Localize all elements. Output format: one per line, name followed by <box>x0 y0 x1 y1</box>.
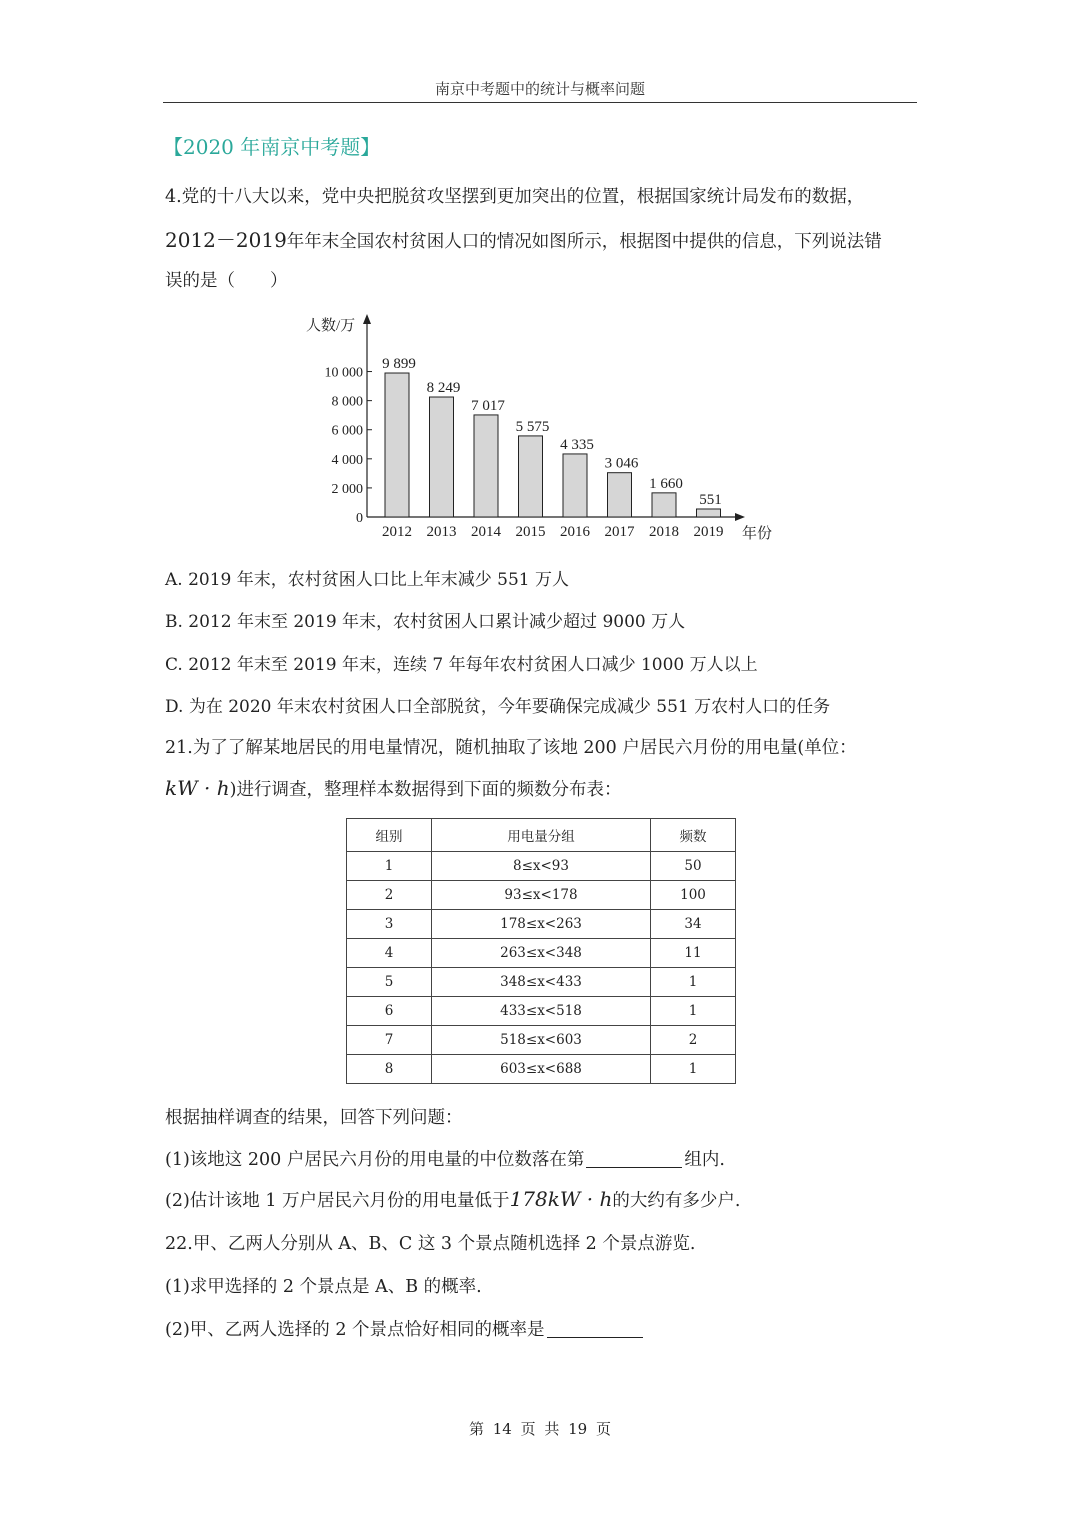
cell-range: 433≤x<518 <box>432 997 651 1026</box>
q21-p2-b: 的大约有多少户. <box>612 1191 741 1211</box>
frequency-table <box>346 818 736 1084</box>
table-row <box>347 852 736 881</box>
q4-line1: 4.党的十八大以来，党中央把脱贫攻坚摆到更加突出的位置，根据国家统计局发布的数据， <box>165 187 865 207</box>
q4-line3: 误的是（ ） <box>165 271 288 291</box>
table-row <box>347 939 736 968</box>
q21-p1-a: (1)该地这 200 户居民六月份的用电量的中位数落在第 <box>165 1150 585 1170</box>
y-axis-label: 人数/万 <box>306 318 356 334</box>
cell-count: 11 <box>651 939 736 968</box>
cell-range: 8≤x<93 <box>432 852 651 881</box>
cell-group: 2 <box>347 881 432 910</box>
q21-line2 <box>165 776 621 801</box>
answer-blank-1[interactable] <box>586 1149 682 1168</box>
table-row <box>347 881 736 910</box>
x-axis-label: 年份 <box>742 526 773 542</box>
bar <box>652 493 676 517</box>
bar-value-label: 7 017 <box>471 397 505 414</box>
table-header-row <box>347 819 736 852</box>
x-tick-label: 2012 <box>382 524 412 540</box>
x-tick-label: 2018 <box>649 524 679 540</box>
x-tick-label: 2019 <box>693 524 724 540</box>
bar <box>563 454 587 517</box>
cell-range: 93≤x<178 <box>432 881 651 910</box>
q21-p2-a: (2)估计该地 1 万户居民六月份的用电量低于 <box>165 1191 510 1211</box>
q4-line2 <box>165 224 882 253</box>
cell-group: 6 <box>347 997 432 1026</box>
bar <box>430 397 454 517</box>
bar <box>519 436 543 517</box>
y-tick-label: 2 000 <box>331 481 363 497</box>
option-d: D. 为在 2020 年末农村贫困人口全部脱贫，今年要确保完成减少 551 万农村人口的任务 <box>165 697 831 717</box>
bar-value-label: 3 046 <box>604 455 639 472</box>
header-title: 南京中考题中的统计与概率问题 <box>434 80 645 98</box>
cell-count: 50 <box>651 852 736 881</box>
x-tick-label: 2017 <box>604 524 635 540</box>
x-tick-label: 2015 <box>515 524 546 540</box>
q22-p1: (1)求甲选择的 2 个景点是 A、B 的概率. <box>165 1277 482 1297</box>
col-header-count: 频数 <box>651 819 736 852</box>
q22-p2 <box>165 1316 645 1341</box>
q21-p2-math: 178kW · h <box>509 1187 613 1211</box>
q21-after: 根据抽样调查的结果，回答下列问题： <box>165 1108 463 1128</box>
bar-value-label: 5 575 <box>515 418 550 435</box>
cell-count: 1 <box>651 968 736 997</box>
bar-value-label: 1 660 <box>649 475 683 492</box>
cell-range: 603≤x<688 <box>432 1055 651 1084</box>
q4-year-range: 2012－2019 <box>165 228 287 252</box>
x-axis-arrow <box>735 513 745 521</box>
option-c: C. 2012 年末至 2019 年末，连续 7 年每年农村贫困人口减少 1000 万人以上 <box>165 655 758 675</box>
cell-group: 4 <box>347 939 432 968</box>
q21-unit: kW · h <box>165 776 230 800</box>
cell-count: 100 <box>651 881 736 910</box>
y-tick-label: 8 000 <box>331 394 363 410</box>
y-axis-arrow <box>363 314 371 324</box>
x-tick-label: 2014 <box>471 524 501 540</box>
bar-value-label: 4 335 <box>560 436 594 453</box>
cell-group: 5 <box>347 968 432 997</box>
page-footer: 第 14 页 共 19 页 <box>468 1420 611 1438</box>
col-header-group: 组别 <box>347 819 432 852</box>
x-tick-label: 2016 <box>560 524 590 540</box>
bar-value-label: 8 249 <box>426 380 461 397</box>
cell-range: 348≤x<433 <box>432 968 651 997</box>
q21-p1-b: 组内. <box>684 1150 725 1170</box>
bar <box>608 473 632 517</box>
bar-value-label: 9 899 <box>382 356 416 373</box>
option-b: B. 2012 年末至 2019 年末，农村贫困人口累计减少超过 9000 万人 <box>165 612 686 632</box>
cell-range: 518≤x<603 <box>432 1026 651 1055</box>
y-tick-label: 4 000 <box>331 452 363 468</box>
x-tick-label: 2013 <box>426 524 457 540</box>
poverty-bar-chart <box>290 310 790 550</box>
cell-range: 263≤x<348 <box>432 939 651 968</box>
table-row <box>347 968 736 997</box>
q21-p2 <box>165 1187 740 1212</box>
q21-p1 <box>165 1146 725 1171</box>
y-tick-label: 0 <box>356 511 363 526</box>
cell-count: 1 <box>651 1055 736 1084</box>
cell-range: 178≤x<263 <box>432 910 651 939</box>
cell-group: 3 <box>347 910 432 939</box>
table-row <box>347 910 736 939</box>
q21-line1: 21.为了了解某地居民的用电量情况，随机抽取了该地 200 户居民六月份的用电量(单位： <box>165 738 857 758</box>
section-title: 【2020 年南京中考题】 <box>163 135 381 159</box>
option-a: A. 2019 年末，农村贫困人口比上年末减少 551 万人 <box>165 570 570 590</box>
bar <box>697 509 721 517</box>
table-row <box>347 1055 736 1084</box>
answer-blank-2[interactable] <box>547 1319 643 1338</box>
cell-group: 1 <box>347 852 432 881</box>
q22-line1: 22.甲、乙两人分别从 A、B、C 这 3 个景点随机选择 2 个景点游览. <box>165 1234 696 1254</box>
cell-count: 34 <box>651 910 736 939</box>
cell-group: 7 <box>347 1026 432 1055</box>
bar <box>385 373 409 517</box>
col-header-range: 用电量分组 <box>432 819 651 852</box>
bar-value-label: 551 <box>699 491 722 508</box>
page-header <box>163 78 917 103</box>
cell-count: 1 <box>651 997 736 1026</box>
y-tick-label: 10 000 <box>324 365 363 381</box>
bar <box>474 415 498 517</box>
table-row <box>347 997 736 1026</box>
cell-group: 8 <box>347 1055 432 1084</box>
q21-line2-text: )进行调查，整理样本数据得到下面的频数分布表： <box>229 780 622 800</box>
y-tick-label: 6 000 <box>331 423 363 439</box>
table-row <box>347 1026 736 1055</box>
q4-line2-text: 年年末全国农村贫困人口的情况如图所示，根据图中提供的信息，下列说法错 <box>286 232 882 252</box>
q22-p2-text: (2)甲、乙两人选择的 2 个景点恰好相同的概率是 <box>165 1320 545 1340</box>
cell-count: 2 <box>651 1026 736 1055</box>
